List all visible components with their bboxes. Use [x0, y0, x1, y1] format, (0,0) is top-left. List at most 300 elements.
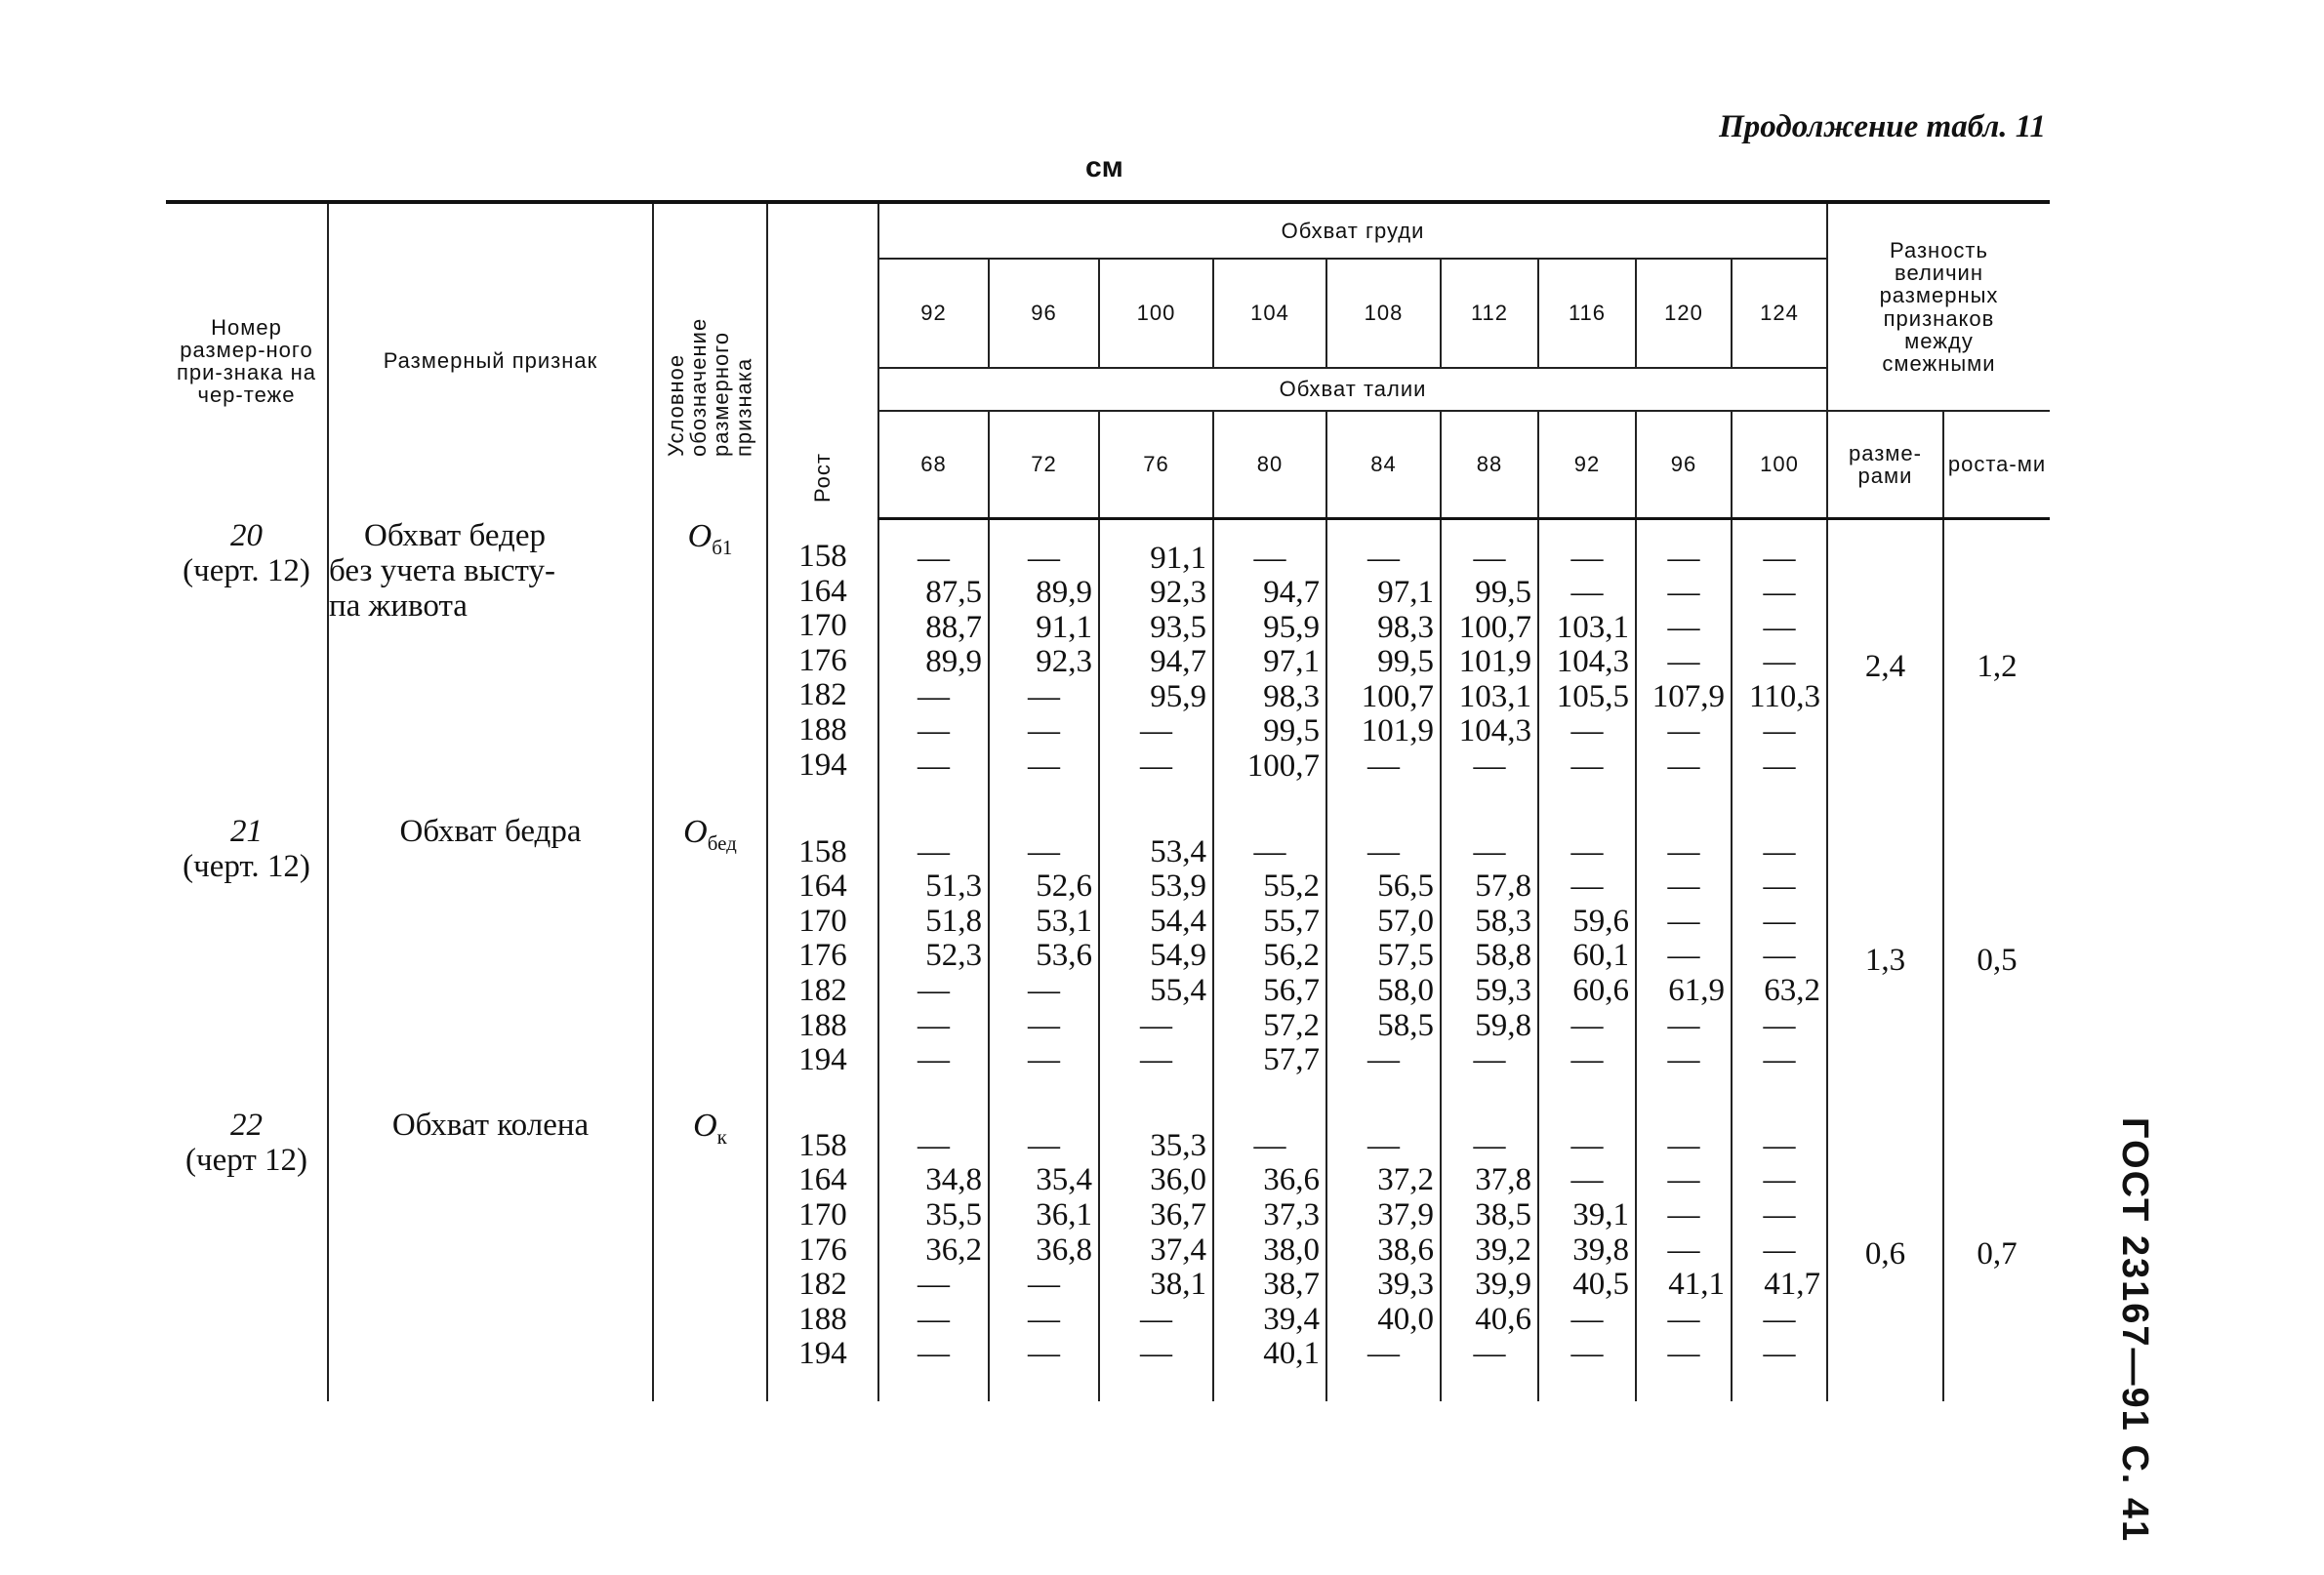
cell-value: 57,8: [1475, 868, 1531, 905]
cell-value: —: [1667, 903, 1700, 939]
diff-between-heights: [1943, 814, 2050, 1108]
cell-value: —: [1140, 748, 1172, 785]
chest-value: 108: [1326, 259, 1441, 368]
cell-value: —: [1763, 1336, 1796, 1372]
cell-value: 36,6: [1263, 1162, 1320, 1198]
feature-name-line: без учета высту-: [329, 553, 556, 588]
feature-number: [166, 814, 328, 1108]
cell-value: —: [1667, 575, 1700, 611]
cell-value: 99,5: [1377, 644, 1434, 680]
cell-value: 56,5: [1377, 868, 1434, 905]
cell-value: 39,9: [1475, 1267, 1531, 1303]
cell-value: —: [1028, 540, 1060, 576]
size-column: [1213, 518, 1326, 814]
cell-value: 35,5: [925, 1197, 982, 1232]
cell-value: —: [1667, 1162, 1700, 1198]
cell-value: 34,8: [925, 1162, 982, 1198]
diff-between-sizes: [1827, 1108, 1943, 1401]
cell-value: 57,7: [1263, 1042, 1320, 1078]
cell-value: 40,0: [1377, 1301, 1434, 1337]
size-column: [1636, 518, 1732, 814]
cell-value: —: [1667, 833, 1700, 869]
header-symbol: [653, 202, 767, 518]
header-number: Номер размер-ного при-знака на чер-теже: [166, 202, 328, 518]
cell-value: —: [1028, 1336, 1060, 1372]
size-column: [1326, 518, 1441, 814]
cell-value: —: [1253, 1127, 1286, 1163]
chest-value: 124: [1732, 259, 1827, 368]
cell-value: 36,7: [1150, 1197, 1206, 1232]
header-difference: Разность величин размерных признаков между смежными: [1827, 202, 2050, 411]
cell-value: 37,2: [1377, 1162, 1434, 1198]
cell-value: 104,3: [1556, 644, 1629, 680]
feature-number: [166, 518, 328, 814]
size-column: [1326, 814, 1441, 1108]
size-column: [1732, 1108, 1827, 1401]
height-value: 194: [798, 747, 847, 783]
height-value: 176: [798, 938, 847, 974]
cell-value: —: [1667, 1042, 1700, 1078]
cell-value: —: [1763, 938, 1796, 974]
cell-value: —: [1473, 540, 1506, 576]
cell-value: 37,4: [1150, 1232, 1206, 1268]
cell-value: 38,7: [1263, 1267, 1320, 1303]
cell-value: 38,5: [1475, 1197, 1531, 1232]
cell-value: 89,9: [925, 644, 982, 680]
cell-value: —: [1667, 748, 1700, 785]
feature-symbol: [653, 518, 767, 814]
header-diff-sizes: разме-рами: [1827, 411, 1943, 518]
diff-between-sizes: [1827, 518, 1943, 814]
cell-value: —: [1570, 713, 1604, 749]
feature-name-line: Обхват бедер: [364, 518, 546, 553]
cell-value: 91,1: [1036, 609, 1092, 645]
header-feature: Размерный признак: [328, 202, 653, 518]
cell-value: —: [1028, 973, 1060, 1009]
feature-name-line: Обхват колена: [391, 1107, 590, 1143]
drawing-reference: (черт. 12): [183, 848, 310, 884]
cell-value: 37,8: [1475, 1162, 1531, 1198]
cell-value: —: [917, 713, 950, 749]
cell-value: 51,8: [925, 903, 982, 939]
chest-value: 100: [1099, 259, 1213, 368]
cell-value: 99,5: [1475, 575, 1531, 611]
table-row: [166, 1108, 2050, 1401]
cell-value: 58,8: [1475, 938, 1531, 974]
cell-value: 92,3: [1036, 644, 1092, 680]
cell-value: 98,3: [1263, 678, 1320, 714]
chest-value: 92: [878, 259, 989, 368]
cell-value: 58,3: [1475, 903, 1531, 939]
cell-value: —: [917, 833, 950, 869]
cell-value: —: [1667, 644, 1700, 680]
size-column: [1213, 1108, 1326, 1401]
cell-value: —: [1473, 1042, 1506, 1078]
cell-value: 39,8: [1572, 1232, 1629, 1268]
cell-value: 40,5: [1572, 1267, 1629, 1303]
size-column: [1636, 814, 1732, 1108]
height-value: 194: [798, 1336, 847, 1372]
cell-value: —: [1667, 540, 1700, 576]
standard-page-stamp: ГОСТ 23167—91 С. 41: [2114, 1117, 2155, 1544]
chest-value: 112: [1441, 259, 1538, 368]
height-value: 170: [798, 1197, 847, 1232]
cell-value: 37,9: [1377, 1197, 1434, 1232]
cell-value: —: [1763, 1007, 1796, 1043]
cell-value: —: [1570, 868, 1604, 905]
cell-value: 52,3: [925, 938, 982, 974]
cell-value: —: [1667, 1127, 1700, 1163]
height-value: 182: [798, 973, 847, 1009]
cell-value: 60,1: [1572, 938, 1629, 974]
symbol-base: O: [683, 813, 708, 850]
cell-value: 97,1: [1263, 644, 1320, 680]
cell-value: —: [1763, 540, 1796, 576]
height-values: [767, 518, 878, 814]
cell-value: 95,9: [1150, 678, 1206, 714]
cell-value: —: [1570, 1127, 1604, 1163]
waist-value: 76: [1099, 411, 1213, 518]
cell-value: —: [1028, 1267, 1060, 1303]
cell-value: —: [1028, 1127, 1060, 1163]
cell-value: —: [1667, 1007, 1700, 1043]
size-table: [166, 200, 2050, 1401]
size-column: [1732, 814, 1827, 1108]
height-value: 164: [798, 868, 847, 905]
cell-value: 39,1: [1572, 1197, 1629, 1232]
cell-value: —: [1367, 540, 1400, 576]
cell-value: 55,7: [1263, 903, 1320, 939]
cell-value: 59,8: [1475, 1007, 1531, 1043]
cell-value: 56,2: [1263, 938, 1320, 974]
cell-value: 36,2: [925, 1232, 982, 1268]
cell-value: —: [917, 678, 950, 714]
height-value: 188: [798, 1301, 847, 1337]
cell-value: —: [1473, 833, 1506, 869]
cell-value: —: [917, 1301, 950, 1337]
feature-symbol: [653, 814, 767, 1108]
cell-value: 35,3: [1150, 1127, 1206, 1163]
waist-value: 72: [989, 411, 1099, 518]
cell-value: 58,5: [1377, 1007, 1434, 1043]
waist-value: 68: [878, 411, 989, 518]
cell-value: 54,4: [1150, 903, 1206, 939]
cell-value: 92,3: [1150, 575, 1206, 611]
height-value: 158: [798, 833, 847, 869]
height-value: 182: [798, 1267, 847, 1303]
cell-value: 87,5: [925, 575, 982, 611]
feature-number-value: 21: [230, 813, 263, 849]
size-column: [989, 814, 1099, 1108]
feature-number-value: 20: [230, 518, 263, 553]
chest-value: 120: [1636, 259, 1732, 368]
cell-value: —: [1367, 1127, 1400, 1163]
cell-value: 53,9: [1150, 868, 1206, 905]
cell-value: —: [1473, 1127, 1506, 1163]
cell-value: —: [1763, 1232, 1796, 1268]
cell-value: 104,3: [1458, 713, 1531, 749]
size-column: [1732, 518, 1827, 814]
cell-value: —: [1367, 1336, 1400, 1372]
cell-value: —: [1667, 1336, 1700, 1372]
height-value: 164: [798, 573, 847, 609]
feature-name: [328, 518, 653, 814]
cell-value: 59,6: [1572, 903, 1629, 939]
cell-value: —: [1763, 1197, 1796, 1232]
cell-value: —: [917, 973, 950, 1009]
cell-value: —: [1367, 833, 1400, 869]
cell-value: —: [1473, 748, 1506, 785]
feature-name-line: па живота: [329, 588, 468, 624]
cell-value: 41,1: [1668, 1267, 1725, 1303]
cell-value: 100,7: [1458, 609, 1531, 645]
diff-between-heights: [1943, 518, 2050, 814]
cell-value: —: [1763, 1301, 1796, 1337]
cell-value: —: [1763, 903, 1796, 939]
cell-value: —: [1667, 713, 1700, 749]
waist-value: 92: [1538, 411, 1636, 518]
height-value: 176: [798, 642, 847, 678]
size-column: [1441, 814, 1538, 1108]
cell-value: —: [1028, 1042, 1060, 1078]
cell-value: —: [1763, 713, 1796, 749]
size-column: [989, 518, 1099, 814]
cell-value: —: [1763, 748, 1796, 785]
cell-value: —: [1570, 833, 1604, 869]
cell-value: —: [1667, 1232, 1700, 1268]
height-value: 164: [798, 1162, 847, 1198]
cell-value: —: [1570, 1301, 1604, 1337]
table-caption: Продолжение табл. 11: [1719, 109, 2046, 144]
symbol-subscript: б1: [712, 535, 733, 559]
cell-value: 63,2: [1764, 973, 1820, 1009]
cell-value: 39,4: [1263, 1301, 1320, 1337]
cell-value: —: [1667, 1197, 1700, 1232]
cell-value: —: [1570, 540, 1604, 576]
cell-value: —: [1570, 748, 1604, 785]
cell-value: 101,9: [1361, 713, 1434, 749]
drawing-reference: (черт 12): [185, 1142, 307, 1178]
height-value: 176: [798, 1232, 847, 1268]
cell-value: 99,5: [1263, 713, 1320, 749]
cell-value: —: [1140, 713, 1172, 749]
cell-value: —: [1140, 1301, 1172, 1337]
diff-sizes-value: 0,6: [1864, 1235, 1906, 1272]
cell-value: —: [1253, 540, 1286, 576]
cell-value: —: [1570, 1336, 1604, 1372]
cell-value: 93,5: [1150, 609, 1206, 645]
cell-value: —: [917, 1267, 950, 1303]
cell-value: —: [1253, 833, 1286, 869]
cell-value: —: [1763, 644, 1796, 680]
cell-value: 36,0: [1150, 1162, 1206, 1198]
cell-value: —: [1570, 575, 1604, 611]
cell-value: —: [1667, 938, 1700, 974]
cell-value: 95,9: [1263, 609, 1320, 645]
chest-value: 116: [1538, 259, 1636, 368]
cell-value: 98,3: [1377, 609, 1434, 645]
size-column: [1099, 814, 1213, 1108]
cell-value: 101,9: [1458, 644, 1531, 680]
cell-value: 107,9: [1651, 678, 1725, 714]
size-column: [878, 1108, 989, 1401]
cell-value: —: [1763, 868, 1796, 905]
cell-value: 105,5: [1556, 678, 1629, 714]
waist-value: 84: [1326, 411, 1441, 518]
header-diff-heights: роста-ми: [1943, 411, 2050, 518]
cell-value: —: [1028, 713, 1060, 749]
height-values: [767, 1108, 878, 1401]
height-value: 188: [798, 1007, 847, 1043]
size-column: [1538, 814, 1636, 1108]
cell-value: 61,9: [1668, 973, 1725, 1009]
cell-value: —: [1473, 1336, 1506, 1372]
size-column: [1326, 1108, 1441, 1401]
cell-value: 53,6: [1036, 938, 1092, 974]
chest-value: 96: [989, 259, 1099, 368]
height-value: 182: [798, 677, 847, 713]
size-column: [989, 1108, 1099, 1401]
cell-value: —: [917, 748, 950, 785]
feature-name-line: Обхват бедра: [399, 813, 582, 849]
cell-value: 37,3: [1263, 1197, 1320, 1232]
cell-value: 88,7: [925, 609, 982, 645]
cell-value: 52,6: [1036, 868, 1092, 905]
diff-heights-value: 1,2: [1977, 648, 2018, 684]
height-value: 170: [798, 608, 847, 644]
height-value: 188: [798, 711, 847, 747]
size-column: [1636, 1108, 1732, 1401]
size-column: [1099, 1108, 1213, 1401]
cell-value: —: [1667, 868, 1700, 905]
table-row: [166, 814, 2050, 1108]
cell-value: 38,6: [1377, 1232, 1434, 1268]
cell-value: 53,4: [1150, 833, 1206, 869]
cell-value: 94,7: [1150, 644, 1206, 680]
header-symbol-text: Условное обозначение размерного признака: [664, 317, 756, 457]
cell-value: 60,6: [1572, 973, 1629, 1009]
feature-name: [328, 1108, 653, 1401]
cell-value: —: [1570, 1162, 1604, 1198]
cell-value: —: [1763, 833, 1796, 869]
table-header: [166, 202, 2050, 518]
cell-value: 59,3: [1475, 973, 1531, 1009]
waist-value: 96: [1636, 411, 1732, 518]
cell-value: 38,1: [1150, 1267, 1206, 1303]
cell-value: 35,4: [1036, 1162, 1092, 1198]
cell-value: 103,1: [1458, 678, 1531, 714]
cell-value: —: [1763, 1042, 1796, 1078]
cell-value: —: [1570, 1042, 1604, 1078]
feature-number-value: 22: [230, 1107, 263, 1143]
size-column: [1213, 814, 1326, 1108]
feature-name: [328, 814, 653, 1108]
cell-value: 39,3: [1377, 1267, 1434, 1303]
cell-value: —: [1570, 1007, 1604, 1043]
size-column: [1441, 1108, 1538, 1401]
waist-value: 100: [1732, 411, 1827, 518]
table-row: [166, 518, 2050, 814]
diff-heights-value: 0,5: [1977, 942, 2018, 978]
cell-value: 100,7: [1246, 748, 1320, 785]
cell-value: 53,1: [1036, 903, 1092, 939]
cell-value: —: [1667, 1301, 1700, 1337]
cell-value: —: [917, 1336, 950, 1372]
cell-value: —: [1028, 748, 1060, 785]
feature-symbol: [653, 1108, 767, 1401]
symbol-subscript: к: [716, 1124, 727, 1149]
cell-value: —: [1763, 575, 1796, 611]
symbol-base: O: [687, 518, 713, 554]
cell-value: 97,1: [1377, 575, 1434, 611]
height-value: 158: [798, 1127, 847, 1163]
cell-value: —: [917, 1042, 950, 1078]
size-column: [878, 814, 989, 1108]
unit-label: см: [1085, 151, 1123, 183]
cell-value: 51,3: [925, 868, 982, 905]
height-value: 158: [798, 539, 847, 574]
header-chest-girth: Обхват груди: [878, 202, 1827, 259]
feature-number: [166, 1108, 328, 1401]
cell-value: 55,2: [1263, 868, 1320, 905]
waist-value: 88: [1441, 411, 1538, 518]
diff-heights-value: 0,7: [1977, 1235, 2018, 1272]
cell-value: —: [917, 540, 950, 576]
cell-value: —: [1367, 748, 1400, 785]
height-values: [767, 814, 878, 1108]
size-column: [1441, 518, 1538, 814]
size-column: [878, 518, 989, 814]
size-column: [1538, 1108, 1636, 1401]
cell-value: 54,9: [1150, 938, 1206, 974]
diff-sizes-value: 2,4: [1864, 648, 1906, 684]
cell-value: 57,2: [1263, 1007, 1320, 1043]
diff-between-heights: [1943, 1108, 2050, 1401]
cell-value: —: [1367, 1042, 1400, 1078]
cell-value: —: [917, 1127, 950, 1163]
cell-value: —: [1028, 833, 1060, 869]
cell-value: —: [1140, 1007, 1172, 1043]
cell-value: 38,0: [1263, 1232, 1320, 1268]
cell-value: 89,9: [1036, 575, 1092, 611]
cell-value: 110,3: [1748, 678, 1820, 714]
cell-value: 40,6: [1475, 1301, 1531, 1337]
cell-value: —: [1028, 1007, 1060, 1043]
cell-value: —: [917, 1007, 950, 1043]
cell-value: —: [1667, 609, 1700, 645]
cell-value: —: [1763, 609, 1796, 645]
cell-value: —: [1763, 1162, 1796, 1198]
cell-value: —: [1140, 1042, 1172, 1078]
cell-value: 91,1: [1150, 540, 1206, 576]
table-body: [166, 518, 2050, 1401]
height-value: 194: [798, 1042, 847, 1078]
size-column: [1538, 518, 1636, 814]
header-waist-girth: Обхват талии: [878, 368, 1827, 411]
cell-value: 94,7: [1263, 575, 1320, 611]
header-height: [767, 202, 878, 518]
cell-value: 36,8: [1036, 1232, 1092, 1268]
cell-value: 57,5: [1377, 938, 1434, 974]
cell-value: 55,4: [1150, 973, 1206, 1009]
cell-value: 58,0: [1377, 973, 1434, 1009]
height-value: 170: [798, 903, 847, 939]
cell-value: 36,1: [1036, 1197, 1092, 1232]
cell-value: —: [1028, 1301, 1060, 1337]
cell-value: 103,1: [1556, 609, 1629, 645]
cell-value: —: [1763, 1127, 1796, 1163]
cell-value: 56,7: [1263, 973, 1320, 1009]
